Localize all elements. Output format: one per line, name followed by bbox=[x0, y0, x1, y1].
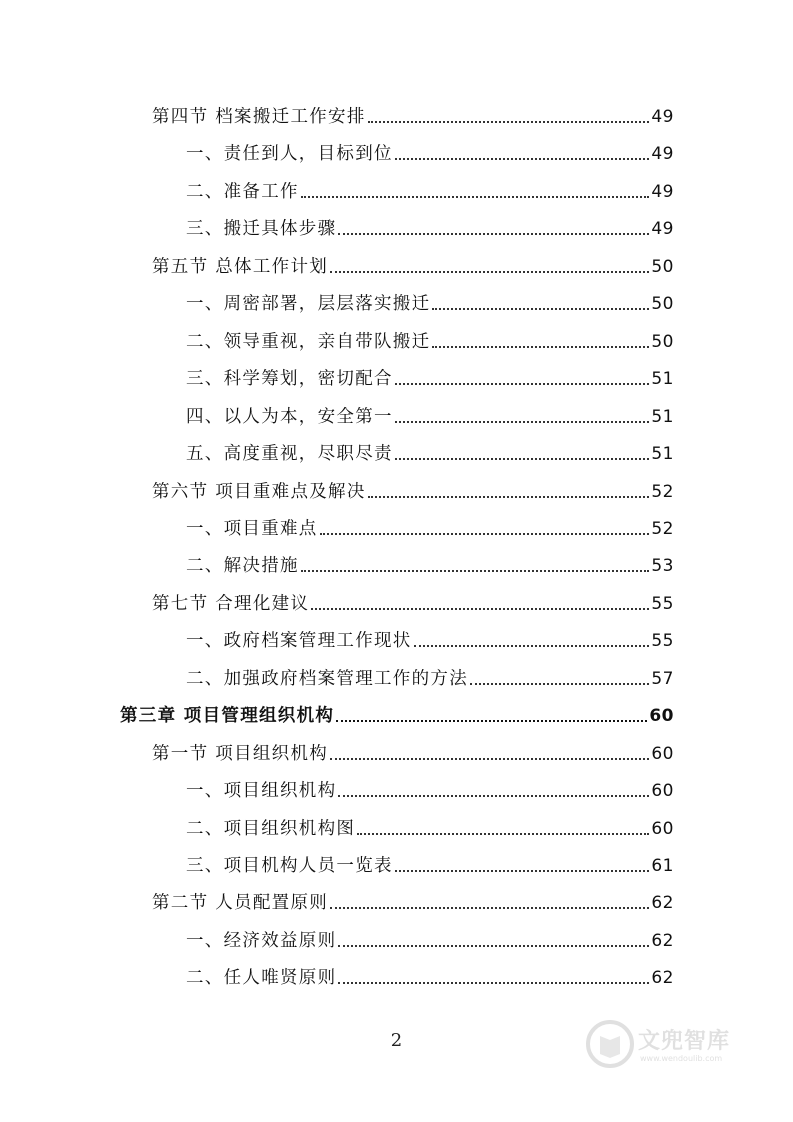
toc-entry-page: 51 bbox=[651, 444, 674, 465]
toc-entry-item[interactable] bbox=[186, 437, 674, 465]
toc-entry-label: 第三章 项目管理组织机构 bbox=[120, 706, 335, 727]
toc-entry-page: 51 bbox=[651, 406, 674, 427]
toc-entry-section[interactable] bbox=[152, 250, 674, 278]
toc-leader-dots bbox=[395, 421, 650, 423]
toc-entry-item[interactable] bbox=[186, 624, 674, 652]
toc-entry-page: 50 bbox=[651, 256, 674, 277]
toc-entry-label: 第五节 总体工作计划 bbox=[152, 256, 329, 277]
toc-entry-item[interactable] bbox=[186, 362, 674, 390]
toc-entry-page: 49 bbox=[651, 181, 674, 202]
toc-entry-label: 二、领导重视，亲自带队搬迁 bbox=[186, 331, 431, 352]
toc-entry-label: 一、政府档案管理工作现状 bbox=[186, 631, 412, 652]
page-number: 2 bbox=[390, 1030, 403, 1051]
toc-entry-page: 55 bbox=[651, 593, 674, 614]
toc-entry-item[interactable] bbox=[186, 812, 674, 840]
toc-entry-item[interactable] bbox=[186, 400, 674, 428]
toc-leader-dots bbox=[301, 570, 650, 572]
toc-entry-label: 第一节 项目组织机构 bbox=[152, 743, 329, 764]
toc-entry-page: 49 bbox=[651, 219, 674, 240]
toc-entry-item[interactable] bbox=[186, 512, 674, 540]
toc-entry-item[interactable] bbox=[186, 924, 674, 952]
toc-entry-page: 52 bbox=[651, 481, 674, 502]
toc-entry-label: 一、周密部署，层层落实搬迁 bbox=[186, 294, 431, 315]
toc-entry-section[interactable] bbox=[152, 475, 674, 503]
toc-entry-page: 60 bbox=[651, 818, 674, 839]
toc-leader-dots bbox=[357, 833, 649, 835]
toc-entry-page: 55 bbox=[651, 631, 674, 652]
toc-entry-label: 四、以人为本，安全第一 bbox=[186, 406, 393, 427]
toc-leader-dots bbox=[330, 907, 649, 909]
toc-entry-label: 一、项目重难点 bbox=[186, 518, 318, 539]
toc-leader-dots bbox=[336, 720, 647, 722]
toc-entry-item[interactable] bbox=[186, 961, 674, 989]
toc-entry-page: 49 bbox=[651, 144, 674, 165]
toc-entry-label: 五、高度重视，尽职尽责 bbox=[186, 444, 393, 465]
toc-entry-label: 二、项目组织机构图 bbox=[186, 818, 356, 839]
toc-leader-dots bbox=[368, 496, 650, 498]
watermark bbox=[586, 1018, 746, 1074]
toc-leader-dots bbox=[320, 533, 650, 535]
toc-entry-section[interactable] bbox=[152, 737, 674, 765]
toc-entry-label: 一、经济效益原则 bbox=[186, 930, 337, 951]
watermark-subtext: www.wendoulib.com bbox=[640, 1054, 723, 1063]
toc-entry-section[interactable] bbox=[152, 886, 674, 914]
toc-entry-page: 62 bbox=[651, 930, 674, 951]
toc-leader-dots bbox=[338, 795, 649, 797]
toc-entry-label: 一、项目组织机构 bbox=[186, 781, 337, 802]
toc-entry-label: 二、解决措施 bbox=[186, 556, 299, 577]
book-logo-icon bbox=[586, 1018, 634, 1070]
toc-leader-dots bbox=[395, 383, 650, 385]
toc-entry-page: 49 bbox=[651, 107, 674, 127]
toc-entry-label: 第七节 合理化建议 bbox=[152, 593, 310, 614]
toc-leader-dots bbox=[338, 982, 649, 984]
toc-leader-dots bbox=[414, 645, 650, 647]
watermark-text: 文兜智库 bbox=[638, 1029, 731, 1054]
toc-entry-label: 二、加强政府档案管理工作的方法 bbox=[186, 668, 468, 689]
toc-leader-dots bbox=[368, 121, 650, 123]
toc-entry-page: 57 bbox=[651, 668, 674, 689]
toc-entry-item[interactable] bbox=[186, 549, 674, 577]
toc-entry-label: 三、项目机构人员一览表 bbox=[186, 856, 393, 876]
toc-leader-dots bbox=[395, 158, 650, 160]
toc-leader-dots bbox=[395, 870, 650, 872]
toc-leader-dots bbox=[432, 346, 649, 348]
toc-leader-dots bbox=[338, 945, 649, 947]
toc-entry-label: 第二节 人员配置原则 bbox=[152, 893, 329, 914]
toc-leader-dots bbox=[470, 683, 649, 685]
toc-entry-label: 三、科学筹划，密切配合 bbox=[186, 369, 393, 390]
toc-leader-dots bbox=[330, 271, 649, 273]
toc-entry-item[interactable] bbox=[186, 662, 674, 690]
toc-leader-dots bbox=[330, 758, 649, 760]
toc-entry-page: 53 bbox=[651, 556, 674, 577]
toc-entry-page: 62 bbox=[651, 968, 674, 989]
toc-entry-page: 60 bbox=[651, 743, 674, 764]
toc-entry-page: 62 bbox=[651, 893, 674, 914]
toc-entry-page: 60 bbox=[651, 781, 674, 802]
toc-entry-page: 51 bbox=[651, 369, 674, 390]
toc-entry-page: 50 bbox=[651, 294, 674, 315]
toc-entry-page: 61 bbox=[651, 856, 674, 876]
toc-entry-label: 二、准备工作 bbox=[186, 181, 299, 202]
toc-entry-item[interactable] bbox=[186, 774, 674, 802]
toc-leader-dots bbox=[311, 608, 649, 610]
toc-leader-dots bbox=[301, 196, 650, 198]
toc-entry-item[interactable] bbox=[186, 287, 674, 315]
toc-entry-page: 60 bbox=[649, 706, 674, 727]
toc-entry-label: 三、搬迁具体步骤 bbox=[186, 219, 337, 240]
toc-entry-page: 50 bbox=[651, 331, 674, 352]
toc-entry-section[interactable] bbox=[152, 587, 674, 615]
toc-entry-chapter[interactable] bbox=[120, 699, 674, 727]
toc-leader-dots bbox=[395, 458, 650, 460]
toc-entry-item[interactable] bbox=[186, 137, 674, 165]
toc-entry-item[interactable] bbox=[186, 175, 674, 203]
toc-leader-dots bbox=[338, 233, 649, 235]
toc-leader-dots bbox=[432, 308, 649, 310]
toc-entry-page: 52 bbox=[651, 518, 674, 539]
toc-entry-item[interactable] bbox=[186, 212, 674, 240]
toc-entry-item[interactable] bbox=[186, 325, 674, 353]
toc-entry-item[interactable] bbox=[186, 849, 674, 877]
toc-entry-label: 二、任人唯贤原则 bbox=[186, 968, 337, 989]
toc-entry-label: 第六节 项目重难点及解决 bbox=[152, 481, 366, 502]
toc-entry-label: 一、责任到人，目标到位 bbox=[186, 144, 393, 165]
toc-entry-section[interactable] bbox=[152, 100, 674, 128]
toc-entry-label: 第四节 档案搬迁工作安排 bbox=[152, 107, 366, 127]
